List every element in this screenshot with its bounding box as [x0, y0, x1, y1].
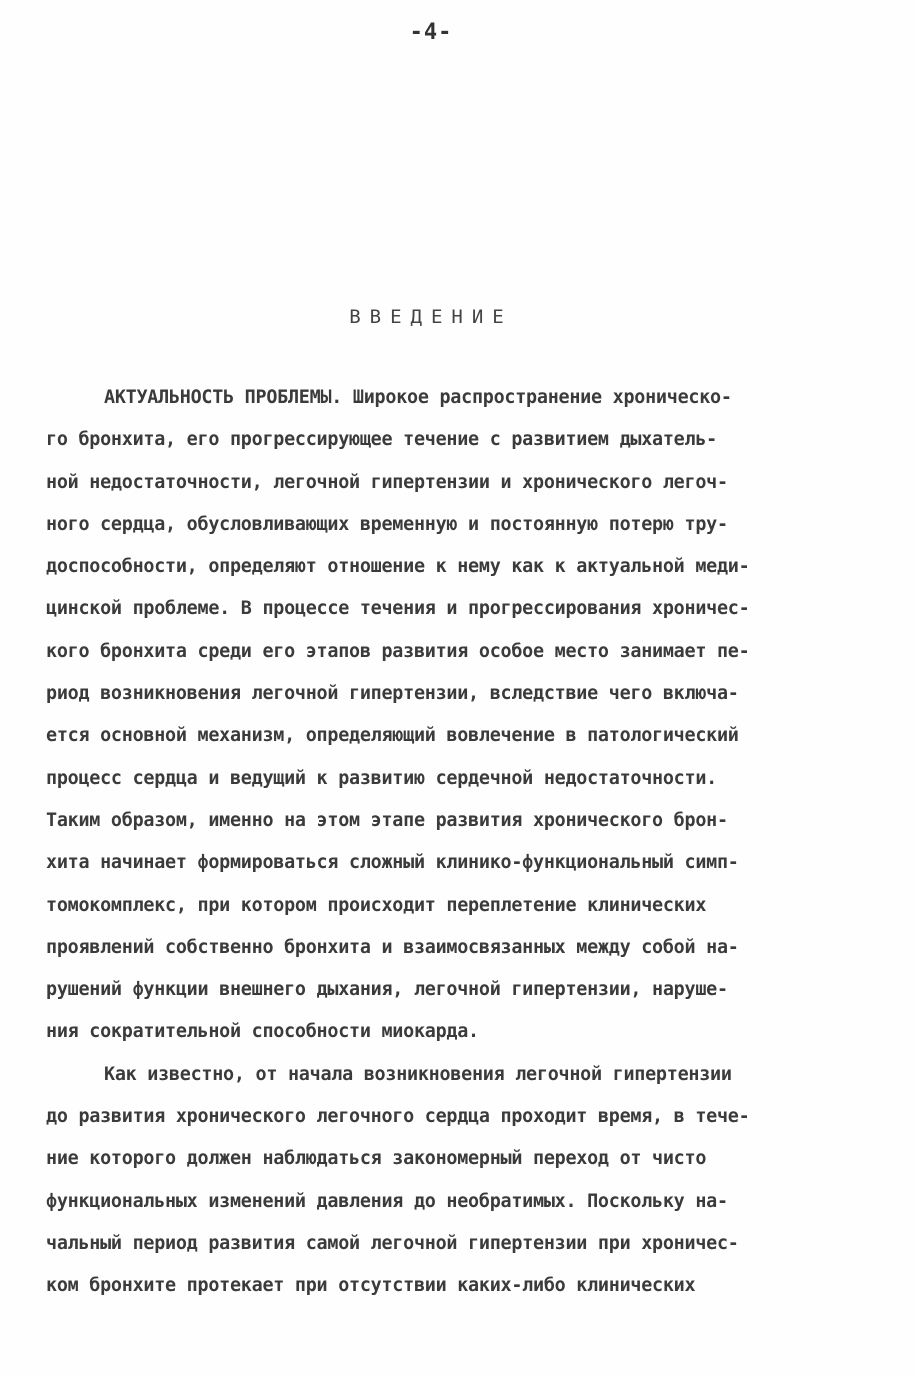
text-line: функциональных изменений давления до необратимых. Поскольку на- — [46, 1190, 728, 1212]
text-line: ной недостаточности, легочной гипертензии и хронического легоч- — [46, 471, 728, 493]
body-text — [46, 377, 866, 1308]
text-line: риод возникновения легочной гипертензии, вследствие чего включа- — [46, 683, 739, 705]
text-line: хита начинает формироваться сложный клинико-функциональный симп- — [46, 852, 739, 874]
text-line: рушений функции внешнего дыхания, легочной гипертензии, наруше- — [46, 979, 728, 1001]
text-line: цинской проблеме. В процессе течения и прогрессирования хроничес- — [46, 598, 750, 620]
text-line: АКТУАЛЬНОСТЬ ПРОБЛЕМЫ. Широкое распространение хроническо- — [104, 387, 732, 408]
text-line: доспособности, определяют отношение к нему как к актуальной меди- — [46, 556, 750, 578]
text-line: Как известно, от начала возникновения легочной гипертензии — [104, 1063, 732, 1085]
page-number: -4- — [409, 20, 453, 45]
section-title: ВВЕДЕНИЕ — [349, 306, 513, 328]
text-line: проявлений собственно бронхита и взаимосвязанных между собой на- — [46, 936, 739, 958]
text-line: процесс сердца и ведущий к развитию сердечной недостаточности. — [46, 767, 717, 789]
text-line: кого бронхита среди его этапов развития особое место занимает пе- — [46, 640, 750, 662]
text-line: до развития хронического легочного сердца проходит время, в тече- — [46, 1106, 750, 1128]
text-line: ется основной механизм, определяющий вовлечение в патологический — [46, 725, 739, 747]
text-line: томокомплекс, при котором происходит переплетение клинических — [46, 894, 707, 916]
text-line: го бронхита, его прогрессирующее течение с развитием дыхатель- — [46, 429, 717, 451]
text-line: ние которого должен наблюдаться закономерный переход от чисто — [46, 1148, 707, 1170]
text-line: ком бронхите протекает при отсутствии каких-либо клинических — [46, 1275, 696, 1297]
text-line: ного сердца, обусловливающих временную и постоянную потерю тру- — [46, 513, 728, 535]
text-line: Таким образом, именно на этом этапе развития хронического брон- — [46, 809, 728, 831]
text-line: ния сократительной способности миокарда. — [46, 1021, 479, 1043]
text-line: чальный период развития самой легочной гипертензии при хроничес- — [46, 1232, 739, 1254]
